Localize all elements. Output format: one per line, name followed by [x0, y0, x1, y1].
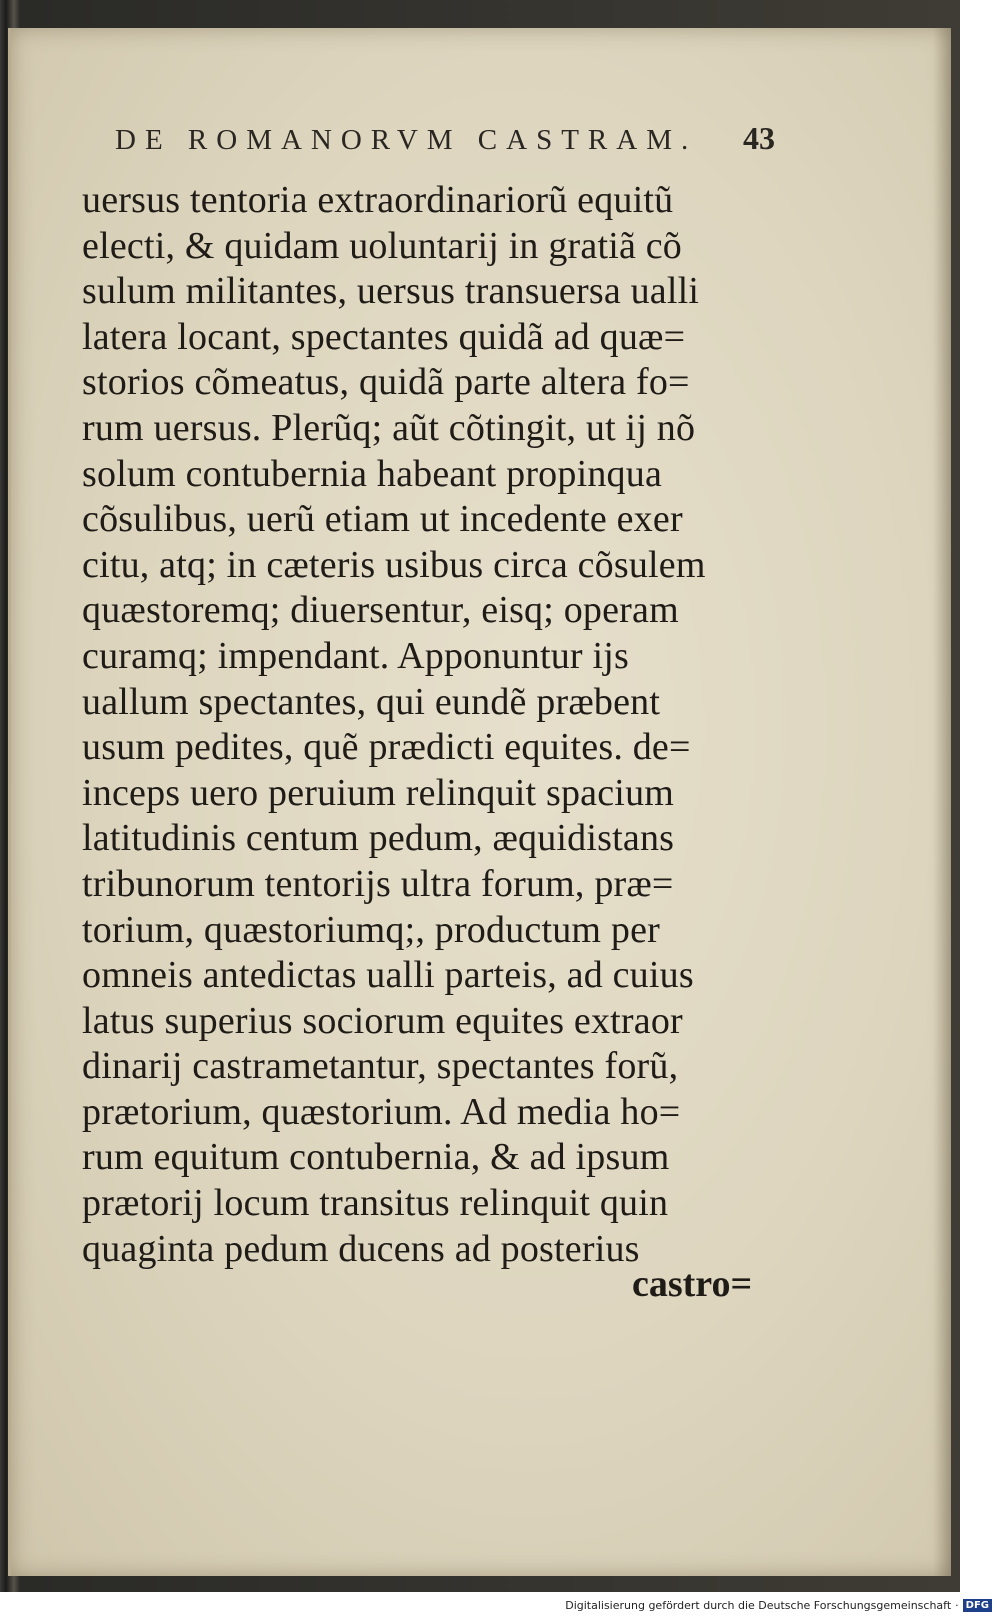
text-line: uallum spectantes, qui eundẽ præbent [82, 680, 661, 723]
text-block [82, 178, 782, 1272]
text-line: omneis antedictas ualli parteis, ad cuius [82, 954, 694, 997]
text-line: usum pedites, quẽ prædicti equites. de= [82, 726, 691, 769]
text-line: latera locant, spectantes quidã ad quæ= [82, 315, 686, 358]
text-line: cõsulibus, uerũ etiam ut incedente exer [82, 498, 683, 541]
text-line: solum contubernia habeant propinqua [82, 452, 663, 495]
credit-text: Digitalisierung gefördert durch die Deutsche Forschungsgemeinschaft [565, 1598, 952, 1612]
text-line: latitudinis centum pedum, æquidistans [82, 817, 675, 860]
separator-dot: · [955, 1598, 959, 1612]
catchword: castro= [632, 1263, 753, 1305]
text-line: quaginta pedum ducens ad posterius [82, 1227, 640, 1270]
text-line: quæstoremq; diuersentur, eisq; operam [82, 589, 679, 632]
text-line: curamq; impendant. Apponuntur ijs [82, 634, 629, 677]
page-number: 43 [743, 120, 775, 156]
text-line: uersus tentoria extraordinariorũ equitũ [82, 179, 674, 221]
text-line: tribunorum tentorijs ultra forum, præ= [82, 862, 674, 905]
text-line: latus superius sociorum equites extraor [82, 999, 683, 1042]
text-line: rum equitum contubernia, & ad ipsum [82, 1136, 670, 1179]
text-line: citu, atq; in cæteris usibus circa cõsulem [82, 543, 706, 586]
text-line: electi, & quidam uoluntarij in gratiã cõ [82, 224, 682, 267]
running-title: DE ROMANORVM CASTRAM. [115, 124, 698, 156]
text-line: sulum militantes, uersus transuersa ualli [82, 270, 700, 313]
text-line: dinarij castrametantur, spectantes forũ, [82, 1045, 679, 1088]
digitization-credit [565, 1595, 992, 1615]
text-line: rum uersus. Plerũq; aũt cõtingit, ut ij nõ [82, 406, 696, 449]
text-line: prætorium, quæstorium. Ad media ho= [82, 1090, 681, 1133]
text-line: prætorij locum transitus relinquit quin [82, 1182, 669, 1225]
running-head [115, 120, 775, 157]
dfg-logo: DFG [963, 1599, 992, 1612]
text-line: torium, quæstoriumq;, productum per [82, 908, 661, 951]
text-line: storios cõmeatus, quidã parte altera fo= [82, 361, 690, 404]
text-line: inceps uero peruium relinquit spacium [82, 771, 675, 814]
